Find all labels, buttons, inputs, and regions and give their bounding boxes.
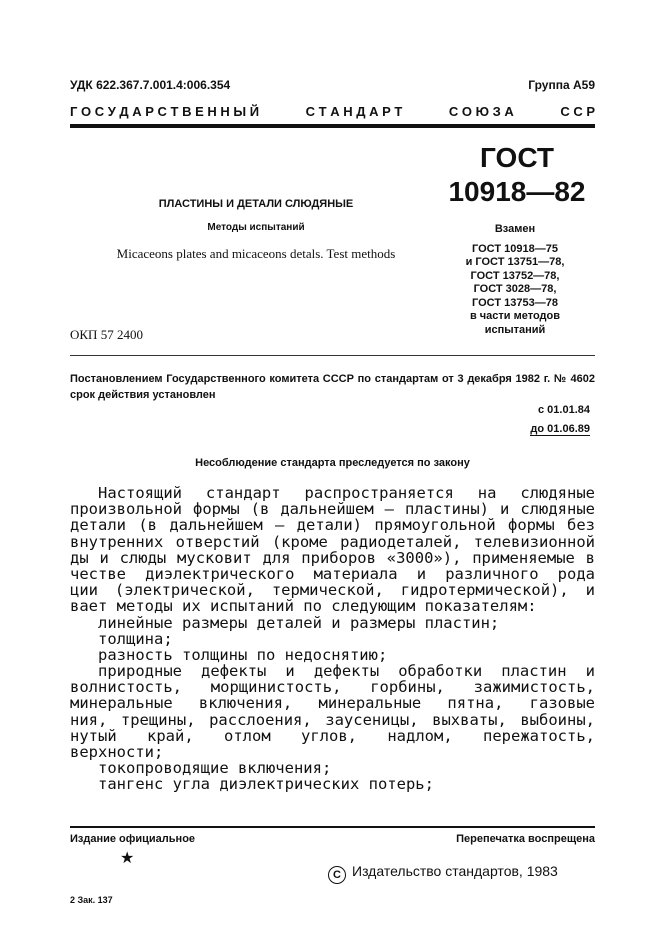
udk-code: УДК 622.367.7.001.4:006.354 xyxy=(70,78,231,92)
body-line: произвольной формы (в дальнейшем — пластины) и слюдяные xyxy=(70,501,595,518)
state-standard-heading xyxy=(70,104,595,119)
replaces-block xyxy=(440,223,590,337)
body-line: токопроводящие включения; xyxy=(98,759,332,778)
body-line: толщина; xyxy=(98,629,173,648)
replaces-line: ГОСТ 13752—78, xyxy=(470,269,560,282)
body-text xyxy=(70,485,595,793)
body-line: природные дефекты и дефекты обработки пластин и xyxy=(98,663,595,680)
group-code: Группа А59 xyxy=(528,78,595,92)
body-line: честве диэлектрического материала и различного рода xyxy=(70,565,595,583)
replaces-line: ГОСТ 3028—78, xyxy=(473,283,557,295)
english-title: Micaceons plates and micaceons detals. Test methods xyxy=(116,246,396,261)
body-line: верхности; xyxy=(70,743,164,761)
body-line: минеральные включения, минеральные пятна, газовые xyxy=(70,695,595,712)
body-line: разность толщины по недоснятию; xyxy=(98,645,388,664)
body-line: ции (электрической, термической, гидротермической), и xyxy=(70,582,595,599)
copyright-line xyxy=(328,863,558,884)
decree-text: Постановлением Государственного комитета СССР по стандартам от 3 декабря 1982 г. № 4602 срок действия установлен xyxy=(70,373,595,401)
document-subtitle: Методы испытаний xyxy=(207,222,305,233)
gost-label: ГОСТ xyxy=(480,142,554,173)
date-to-value: до 01.06.89 xyxy=(530,423,590,435)
replaces-line: и ГОСТ 13751—78, xyxy=(465,256,565,268)
body-line: ния, трещины, расслоения, заусеницы, выхваты, выбоины, xyxy=(70,711,595,728)
state-word-3: С О Ю З А xyxy=(448,104,514,119)
replaces-line: испытаний xyxy=(484,323,546,336)
okp-code: ОКП 57 2400 xyxy=(70,327,143,342)
reprint-forbidden: Перепечатка воспрещена xyxy=(456,833,595,845)
state-word-1: Г О С У Д А Р С Т В Е Н Н Ы Й xyxy=(70,104,260,119)
body-line: детали (в дальнейшем — детали) прямоугольной формы без xyxy=(70,517,595,534)
body-line: нутый край, отлом углов, надлом, пережатость, xyxy=(70,727,595,744)
body-line: внутренних отверстий (кроме радиодеталей, телевизионной xyxy=(70,533,595,550)
order-number: 2 Зак. 137 xyxy=(70,895,113,905)
legal-warning: Несоблюдение стандарта преследуется по закону xyxy=(195,457,470,469)
star-icon: ★ xyxy=(120,850,135,867)
body-line: Настоящий стандарт распространяется на слюдяные xyxy=(98,485,595,502)
date-from: с 01.01.84 xyxy=(538,404,590,416)
body-line: тангенс угла диэлектрических потерь; xyxy=(98,775,434,794)
date-to xyxy=(430,423,590,435)
divider-line xyxy=(70,355,595,356)
official-edition: Издание официальное xyxy=(70,833,196,845)
gost-number: 10918—82 xyxy=(448,176,586,207)
body-line: вает методы их испытаний по следующим показателям: xyxy=(70,597,537,616)
body-line: волнистость, морщинистость, горбины, зажимистость, xyxy=(70,679,595,696)
body-line: ды и слюды мусковит для приборов «3000»), применяемые в xyxy=(70,549,595,566)
header-rule xyxy=(70,124,595,128)
body-line: линейные размеры деталей и размеры пластин; xyxy=(98,613,500,632)
replaces-line: ГОСТ 10918—75 xyxy=(472,242,558,255)
replaces-line: в части методов xyxy=(469,310,561,322)
state-word-2: С Т А Н Д А Р Т xyxy=(305,104,403,119)
document-title: ПЛАСТИНЫ И ДЕТАЛИ СЛЮДЯНЫЕ xyxy=(158,198,354,210)
state-word-4: С С Р xyxy=(560,104,595,119)
replaces-heading: Взамен xyxy=(494,223,536,235)
replaces-line: ГОСТ 13753—78 xyxy=(472,296,558,309)
footer-rule xyxy=(70,826,595,828)
copyright-icon: C xyxy=(328,866,346,884)
copyright-text: Издательство стандартов, 1983 xyxy=(352,863,558,879)
